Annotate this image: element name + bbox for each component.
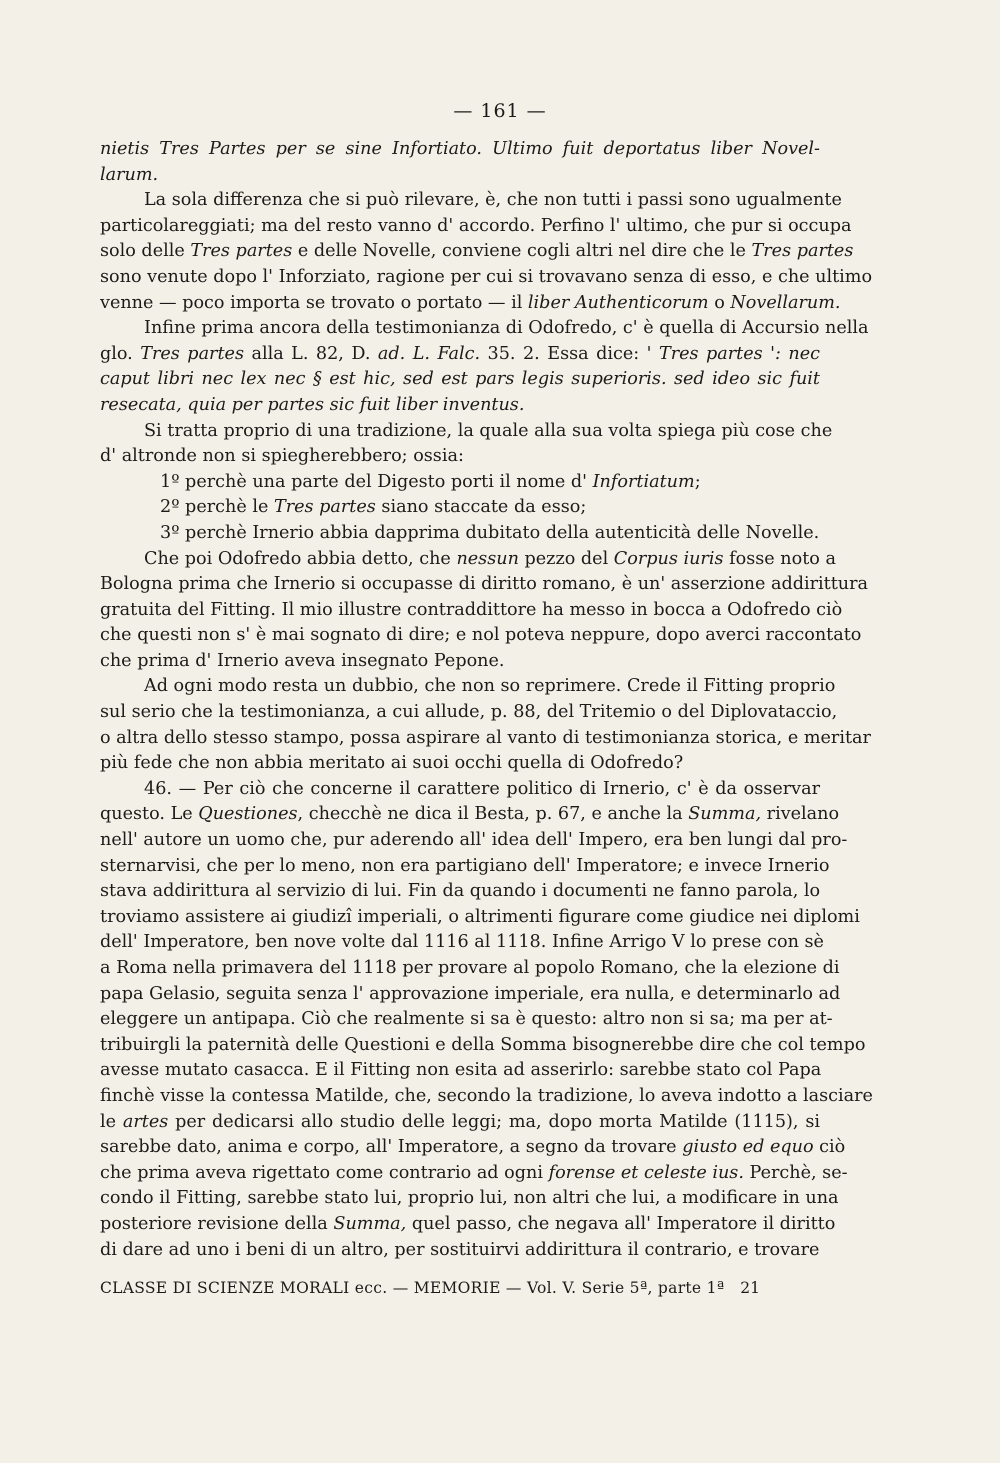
text-segment: finchè visse la contessa Matilde, che, secondo la tradizione, lo aveva indotto a lasciare bbox=[100, 1085, 873, 1106]
text-segment: giusto ed equo bbox=[682, 1137, 814, 1158]
text-line bbox=[100, 1238, 820, 1264]
footer-sheet-number: 21 bbox=[740, 1279, 760, 1297]
text-segment: ciò bbox=[813, 1137, 846, 1158]
text-segment: Novellarum. bbox=[730, 292, 841, 313]
text-segment: papa Gelasio, seguita senza l' approvazione imperiale, era nulla, e determinarlo ad bbox=[100, 983, 841, 1004]
text-line bbox=[100, 1161, 848, 1187]
text-segment: alla L. 82, D. bbox=[243, 343, 378, 364]
text-line bbox=[100, 956, 840, 982]
text-segment: venne — poco importa se trovato o portato — il bbox=[100, 292, 528, 313]
text-segment: stava addirittura al servizio di lui. Fin da quando i documenti ne fanno parola, lo bbox=[100, 881, 821, 902]
text-segment: gratuita del Fitting. Il mio illustre contraddittore ha messo in bocca a Odofredo ciò bbox=[100, 599, 843, 620]
text-segment: d' altronde non si spiegherebbero; ossia: bbox=[100, 446, 464, 467]
text-segment: pezzo del bbox=[518, 548, 614, 569]
text-line bbox=[100, 291, 841, 317]
text-line bbox=[100, 1033, 866, 1059]
text-segment: 1º perchè una parte del Digesto porti il nome d' bbox=[160, 471, 593, 492]
text-segment: che questi non s' è mai sognato di dire; e nol poteva neppure, dopo averci raccontato bbox=[100, 625, 862, 646]
text-segment: Questiones bbox=[198, 804, 298, 825]
text-line bbox=[100, 1084, 873, 1110]
text-line bbox=[100, 751, 820, 777]
text-segment: La sola differenza che si può rilevare, è, che non tutti i passi sono ugualmente bbox=[144, 190, 842, 211]
text-segment: Ad ogni modo resta un dubbio, che non so reprimere. Crede il Fitting proprio bbox=[144, 676, 836, 697]
text-line bbox=[100, 342, 820, 368]
text-segment: condo il Fitting, sarebbe stato lui, proprio lui, non altri che lui, a modificare in una bbox=[100, 1188, 839, 1209]
footer-publication: CLASSE DI SCIENZE MORALI ecc. — MEMORIE — Vol. V. Serie 5ª, parte 1ª bbox=[100, 1279, 725, 1297]
text-line bbox=[100, 137, 820, 163]
text-line bbox=[100, 163, 820, 189]
text-line bbox=[100, 214, 852, 240]
text-segment: quel passo, che negava all' Imperatore il diritto bbox=[406, 1213, 836, 1234]
text-line bbox=[100, 188, 842, 214]
text-segment: o bbox=[708, 292, 731, 313]
text-segment: , checchè ne dica il Besta, p. 67, e anche la bbox=[297, 804, 689, 825]
text-segment: 35. 2. Essa dice: bbox=[480, 343, 647, 364]
text-segment: nell' autore un uomo che, pur aderendo all' idea dell' Impero, era ben lungi dal pro- bbox=[100, 830, 848, 851]
text-segment: sternarvisi, che per lo meno, non era partigiano dell' Imperatore; e invece Irnerio bbox=[100, 855, 830, 876]
text-line bbox=[100, 521, 820, 547]
text-segment: Tres partes bbox=[751, 241, 854, 262]
text-line bbox=[100, 1186, 839, 1212]
text-line bbox=[100, 393, 820, 419]
text-segment: rivelano bbox=[761, 804, 840, 825]
body-text bbox=[100, 137, 873, 1263]
text-segment: Si tratta proprio di una tradizione, la quale alla sua volta spiega più cose che bbox=[144, 420, 833, 441]
text-segment: ; bbox=[694, 471, 701, 492]
text-line bbox=[100, 930, 824, 956]
text-segment: Corpus iuris bbox=[613, 548, 724, 569]
text-line bbox=[100, 982, 841, 1008]
text-segment: che prima d' Irnerio aveva insegnato Pepone. bbox=[100, 650, 505, 671]
text-segment: di dare ad uno i beni di un altro, per sostituirvi addirittura il contrario, e trovare bbox=[100, 1239, 820, 1260]
text-line bbox=[100, 879, 820, 905]
text-line bbox=[100, 1135, 846, 1161]
text-line bbox=[100, 674, 836, 700]
text-segment: resecata, quia per partes sic fuit liber inventus. bbox=[100, 394, 525, 415]
text-line bbox=[100, 572, 869, 598]
text-line bbox=[100, 444, 820, 470]
text-segment: artes bbox=[122, 1111, 169, 1132]
text-segment: 46. — Per ciò che concerne il carattere politico di Irnerio, c' è da osservar bbox=[144, 778, 820, 799]
text-segment: sarebbe dato, anima e corpo, all' Imperatore, a segno da trovare bbox=[100, 1137, 683, 1158]
text-line bbox=[100, 649, 820, 675]
text-segment: solo delle bbox=[100, 241, 191, 262]
text-segment: avesse mutato casacca. E il Fitting non esita ad asserirlo: sarebbe stato col Papa bbox=[100, 1060, 822, 1081]
text-segment: ad. L. Falc. bbox=[377, 343, 481, 364]
text-segment: Infortiatum bbox=[592, 471, 695, 492]
text-segment: dell' Imperatore, ben nove volte dal 1116 al 1118. Infine Arrigo V lo prese con sè bbox=[100, 932, 824, 953]
text-segment: nessun bbox=[456, 548, 519, 569]
text-line bbox=[100, 828, 848, 854]
text-segment: le bbox=[100, 1111, 123, 1132]
text-segment: Tres partes bbox=[140, 343, 244, 364]
text-segment: troviamo assistere ai giudizî imperiali, o altrimenti figurare come giudice nei diplomi bbox=[100, 906, 860, 927]
text-segment: Summa, bbox=[333, 1213, 407, 1234]
text-line bbox=[100, 854, 830, 880]
text-segment: fosse noto a bbox=[723, 548, 836, 569]
text-segment: glo. bbox=[100, 343, 141, 364]
text-segment: Tres partes bbox=[190, 241, 293, 262]
text-segment: caput libri nec lex nec § est hic, sed est pars legis superioris. sed ideo sic fuit bbox=[100, 369, 820, 390]
text-line bbox=[100, 802, 840, 828]
text-segment: Tres partes bbox=[273, 497, 376, 518]
text-line bbox=[100, 495, 820, 521]
text-line bbox=[100, 1212, 836, 1238]
text-segment: tribuirgli la paternità delle Questioni e della Somma bisognerebbe dire che col tempo bbox=[100, 1034, 866, 1055]
text-segment: sul serio che la testimonianza, a cui allude, p. 88, del Tritemio o del Diplovataccio, bbox=[100, 702, 838, 723]
text-line bbox=[100, 239, 854, 265]
text-segment: per dedicarsi allo studio delle leggi; ma, dopo morta Matilde (1115), si bbox=[168, 1111, 820, 1132]
text-line bbox=[100, 316, 869, 342]
text-line bbox=[100, 419, 833, 445]
text-line bbox=[100, 1058, 820, 1084]
text-line bbox=[100, 1007, 833, 1033]
text-segment: particolareggiati; ma del resto vanno d' accordo. Perfino l' ultimo, che pur si occupa bbox=[100, 215, 852, 236]
text-segment: sono venute dopo l' Inforziato, ragione per cui si trovavano senza di esso, e che ultimo bbox=[100, 266, 873, 287]
text-segment: a Roma nella primavera del 1118 per provare al popolo Romano, che la elezione di bbox=[100, 958, 840, 978]
text-segment: 3º perchè Irnerio abbia dapprima dubitato della autenticità delle Novelle. bbox=[160, 522, 820, 543]
text-line bbox=[100, 547, 836, 573]
text-segment: Bologna prima che Irnerio si occupasse di diritto romano, è un' asserzione addirittura bbox=[100, 574, 869, 595]
text-segment: siano staccate da esso; bbox=[375, 497, 587, 518]
text-line bbox=[100, 905, 860, 931]
text-segment: nietis Tres Partes per se sine Infortiato. Ultimo fuit deportatus liber Novel- bbox=[100, 139, 820, 159]
text-line bbox=[100, 777, 820, 803]
text-segment: Summa, bbox=[688, 804, 762, 825]
text-segment: forense et celeste ius. bbox=[548, 1162, 744, 1183]
text-line bbox=[100, 700, 838, 726]
text-line bbox=[100, 265, 873, 291]
text-segment: larum. bbox=[100, 164, 159, 185]
text-segment: questo. Le bbox=[100, 804, 199, 825]
page-footer bbox=[100, 1279, 820, 1297]
text-line bbox=[100, 470, 820, 496]
text-line bbox=[100, 598, 843, 624]
text-segment: e delle Novelle, conviene cogli altri nel dire che le bbox=[292, 241, 752, 262]
text-line bbox=[100, 367, 820, 393]
text-segment: posteriore revisione della bbox=[100, 1213, 334, 1234]
text-segment: ' Tres partes ': nec bbox=[646, 343, 820, 364]
text-line bbox=[100, 726, 871, 752]
text-segment: liber Authenticorum bbox=[527, 292, 709, 313]
text-line bbox=[100, 623, 862, 649]
text-segment: o altra dello stesso stampo, possa aspirare al vanto di testimonianza storica, e meritar bbox=[100, 727, 871, 748]
text-segment: 2º perchè le bbox=[160, 497, 274, 518]
text-segment: Perchè, se- bbox=[743, 1162, 848, 1183]
page-number: — 161 — bbox=[453, 100, 547, 122]
text-segment: che prima aveva rigettato come contrario ad ogni bbox=[100, 1162, 549, 1183]
text-line bbox=[100, 1110, 820, 1136]
text-segment: Che poi Odofredo abbia detto, che bbox=[144, 548, 457, 569]
text-segment: Infine prima ancora della testimonianza di Odofredo, c' è quella di Accursio nella bbox=[144, 318, 869, 339]
text-segment: più fede che non abbia meritato ai suoi occhi quella di Odofredo? bbox=[100, 753, 684, 774]
text-segment: eleggere un antipapa. Ciò che realmente si sa è questo: altro non si sa; ma per at- bbox=[100, 1009, 833, 1030]
